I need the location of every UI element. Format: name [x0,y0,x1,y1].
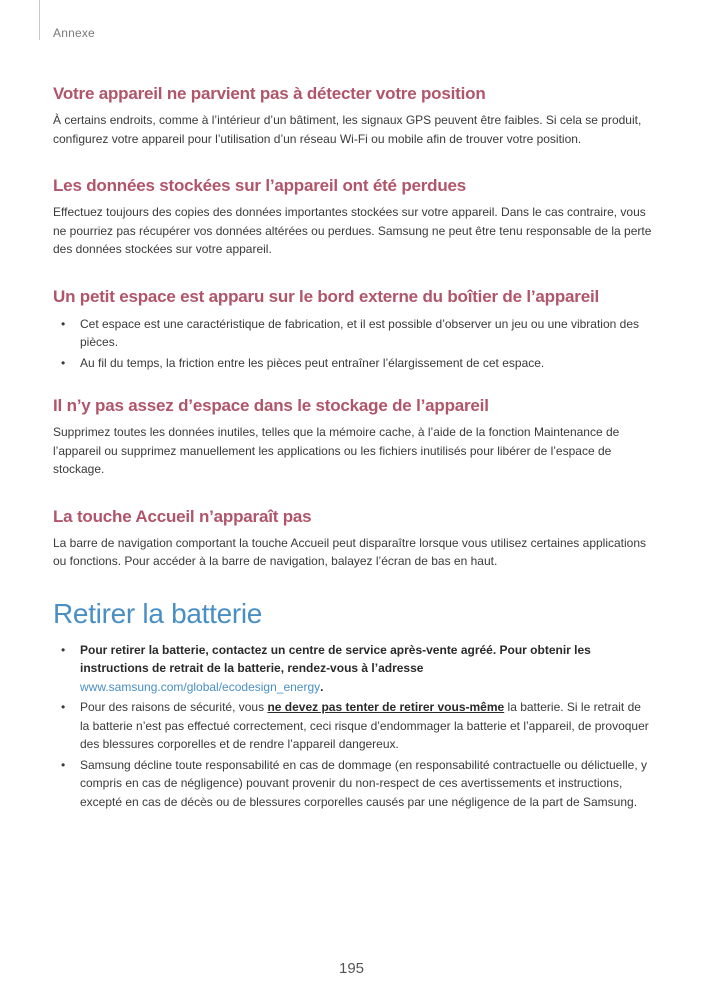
running-header: Annexe [53,26,95,40]
list-item: • Au fil du temps, la friction entre les pièces peut entraîner l’élargissement de cet espace. [53,354,653,373]
section-title: Un petit espace est apparu sur le bord externe du boîtier de l’appareil [53,286,600,306]
section-title: Il n’y pas assez d’espace dans le stockage de l’appareil [53,396,489,415]
section-home-key [53,506,653,571]
section-storage [53,395,653,479]
list-item [53,641,653,697]
section-location [53,83,653,148]
bullet-list [53,315,653,373]
section-data-lost [53,175,653,259]
section-title: Votre appareil ne parvient pas à détecter votre position [53,84,486,103]
section-body: À certains endroits, comme à l’intérieur d’un bâtiment, les signaux GPS peuvent être faibles. Si cela se produit, configurez votre appareil pour l’utilisation d’un réseau Wi-Fi ou mobile afin de trouver votre position. [53,113,642,146]
page-content [53,83,653,813]
bold-text: Pour retirer la batterie, contactez un centre de service après-vente agréé. Pour obtenir les instructions de retrait de la batterie, rendez-vous à l’adresse [80,642,591,675]
bold-text: . [320,679,324,694]
page-number: 195 [338,960,365,977]
list-item [53,698,653,754]
list-item: • Cet espace est une caractéristique de fabrication, et il est possible d’observer un jeu ou une vibration des pièces. [53,315,653,352]
section-body: La barre de navigation comportant la touche Accueil peut disparaître lorsque vous utilisez certaines applications ou fonctions. Pour accéder à la barre de navigation, balayez l’écran de bas en haut. [53,535,647,568]
list-item: • Samsung décline toute responsabilité en cas de dommage (en responsabilité contractuelle ou délictuelle, y compris en cas de négligence) pouvant provenir du non-respect de ces avertissements et instructions, excepté en cas de décès ou de blessures corporelles causés par une négligence de la part de Samsung. [53,756,653,812]
section-body: Supprimez toutes les données inutiles, telles que la mémoire cache, à l’aide de la fonction Maintenance de l’appareil ou supprimez manuellement les applications ou les fichiers inutilisés pour libérer de l’espace de stockage. [53,425,620,476]
section-gap [53,286,653,373]
ecodesign-link[interactable]: www.samsung.com/global/ecodesign_energy [80,679,321,694]
text: la batterie. Si le retrait de la batterie n’est pas effectué correctement, ceci risque d’endommager la batterie et l’appareil, de provoquer des blessures corporelles et de rendre l’appareil dangereux. [80,700,649,751]
section-title: Les données stockées sur l’appareil ont été perdues [53,176,467,195]
margin-rule [39,0,40,40]
underlined-warning: ne devez pas tenter de retirer vous-même [267,700,505,714]
text: Pour des raisons de sécurité, vous [80,700,268,714]
section-body: Effectuez toujours des copies des données importantes stockées sur votre appareil. Dans le cas contraire, vous ne pourriez pas récupérer vos données altérées ou perdues. Samsung ne peut être tenu responsable de la perte des données stockées sur votre appareil. [53,205,652,256]
battery-bullet-list [53,641,653,812]
chapter-title: Retirer la batterie [53,597,263,629]
section-title: La touche Accueil n’apparaît pas [53,506,312,526]
